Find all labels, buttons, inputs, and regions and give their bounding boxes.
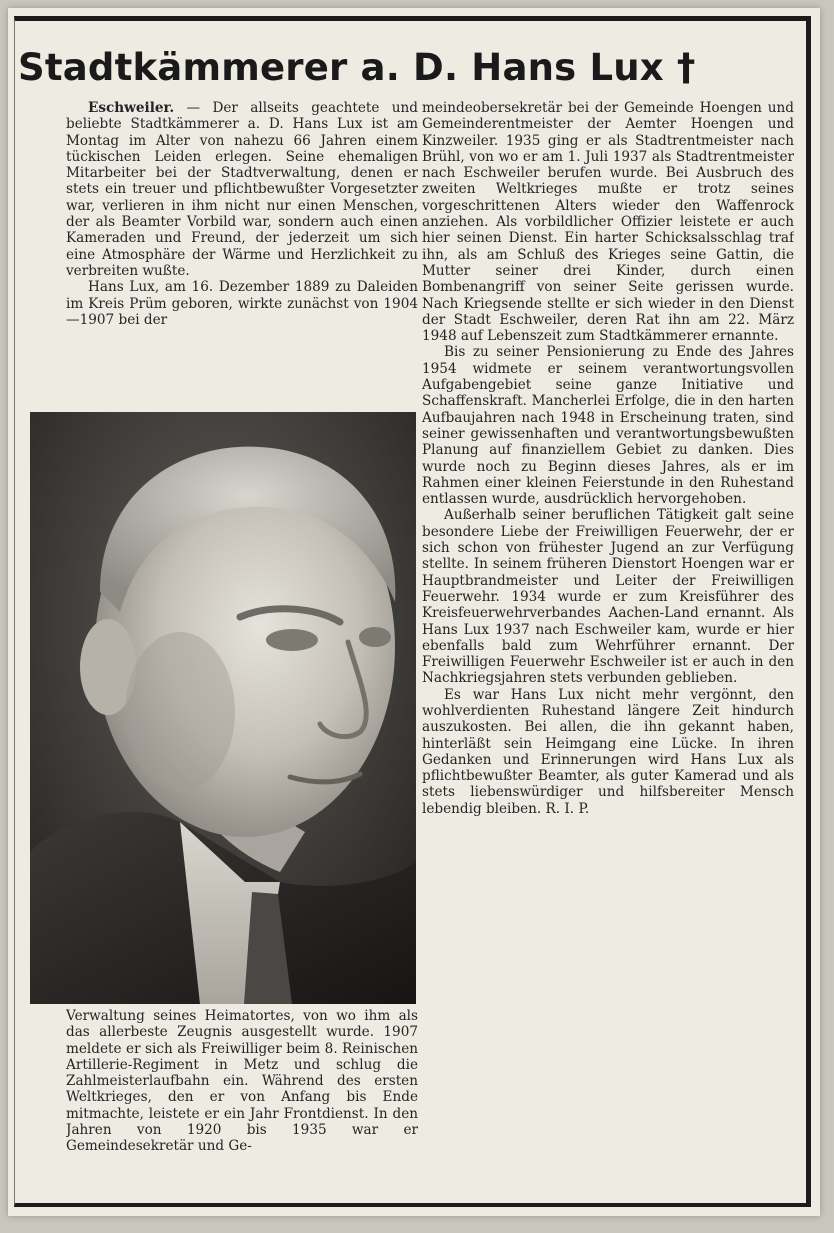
article-column-right [422, 100, 794, 1180]
article-paragraph: Hans Lux, am 16. Dezember 1889 zu Daleiden im Kreis Prüm geboren, wirkte zunächst von 1904—1907 bei der [66, 279, 418, 328]
article-paragraph: Es war Hans Lux nicht mehr vergönnt, den wohlverdienten Ruhestand längere Zeit hindurch auszukosten. Bei allen, die ihn gekannt haben, hinterläßt sein Heimgang eine Lücke. In ihren Gedanken und Erinnerungen wird Hans Lux als pflichtbewußter Beamter, als guter Kamerad und als stets liebenswürdiger und hilfsbereiter Mensch lebendig bleiben. R. I. P. [422, 686, 794, 817]
article-paragraph-text: — Der allseits geachtete und beliebte Stadtkämmerer a. D. Hans Lux ist am Montag im Alter von nahezu 66 Jahren einem tückischen Leiden erlegen. Seine ehemaligen Mitarbeiter bei der Stadtverwaltung, denen er stets ein treuer und pflichtbewußter Vorgesetzter war, verlieren in ihm nicht nur einen Menschen, der als Beamter Vorbild war, sondern auch einen Kameraden und Freund, der jederzeit um sich eine Atmosphäre der Wärme und Herzlichkeit zu verbreiten wußte. [66, 100, 418, 279]
article-column-left-bottom [66, 1008, 418, 1170]
portrait-image [30, 412, 416, 1004]
article-paragraph: Verwaltung seines Heimatortes, von wo ihm als das allerbeste Zeugnis ausgestellt wurde. 1907 meldete er sich als Freiwilliger beim 8. Reinischen Artillerie-Regiment in Metz und schlug die Zahlmeisterlaufbahn ein. Während des ersten Weltkrieges, den er von Anfang bis Ende mitmachte, leistete er ein Jahr Frontdienst. In den Jahren von 1920 bis 1935 war er Gemeindesekretär und Ge- [66, 1008, 418, 1155]
article-dateline: Eschweiler. [88, 100, 175, 116]
article-paragraph: Außerhalb seiner beruflichen Tätigkeit galt seine besondere Liebe der Freiwilligen Feuerwehr, der er sich schon von frühester Jugend an zur Verfügung stellte. In seinem früheren Dienstort Hoengen war er Hauptbrandmeister und Leiter der Freiwilligen Feuerwehr. 1934 wurde er zum Kreisführer des Kreisfeuerwehrverbandes Aachen-Land ernannt. Als Hans Lux 1937 nach Eschweiler kam, wurde er hier ebenfalls bald zum Wehrführer ernannt. Der Freiwilligen Feuerwehr Eschweiler ist er auch in den Nachkriegsjahren stets verbunden geblieben. [422, 507, 794, 687]
article-column-left-top [66, 100, 418, 406]
article-paragraph: meindeobersekretär bei der Gemeinde Hoengen und Gemeinderentmeister der Aemter Hoengen und Kinzweiler. 1935 ging er als Stadtrentmeister nach Brühl, von wo er am 1. Juli 1937 als Stadtrentmeister nach Eschweiler berufen wurde. Bei Ausbruch des zweiten Weltkrieges mußte er trotz seines vorgeschrittenen Alters wieder den Waffenrock anziehen. Als vorbildlicher Offizier leistete er auch hier seinen Dienst. Ein harter Schicksalsschlag traf ihn, als am Schluß des Krieges seine Gattin, die Mutter seiner drei Kinder, durch einen Bombenangriff von seiner Seite gerissen wurde. Nach Kriegsende stellte er sich wieder in den Dienst der Stadt Eschweiler, deren Rat ihn am 22. März 1948 auf Lebenszeit zum Stadtkämmerer ernannte. [422, 100, 794, 345]
portrait-photo [30, 412, 416, 1004]
article-paragraph [66, 100, 418, 279]
newspaper-clipping [8, 8, 820, 1216]
article-paragraph: Bis zu seiner Pensionierung zu Ende des Jahres 1954 widmete er seinem verantwortungsvollen Aufgabengebiet seine ganze Initiative und Schaffenskraft. Mancherlei Erfolge, die in den harten Aufbaujahren nach 1948 in Erscheinung traten, sind seiner gewissenhaften und verantwortungsbewußten Planung auf finanziellem Gebiet zu danken. Dies wurde noch zu Beginn dieses Jahres, als er im Rahmen einer kleinen Feierstunde in den Ruhestand entlassen wurde, ausdrücklich hervorgehoben. [422, 344, 794, 508]
article-headline: Stadtkämmerer a. D. Hans Lux † [18, 46, 696, 89]
